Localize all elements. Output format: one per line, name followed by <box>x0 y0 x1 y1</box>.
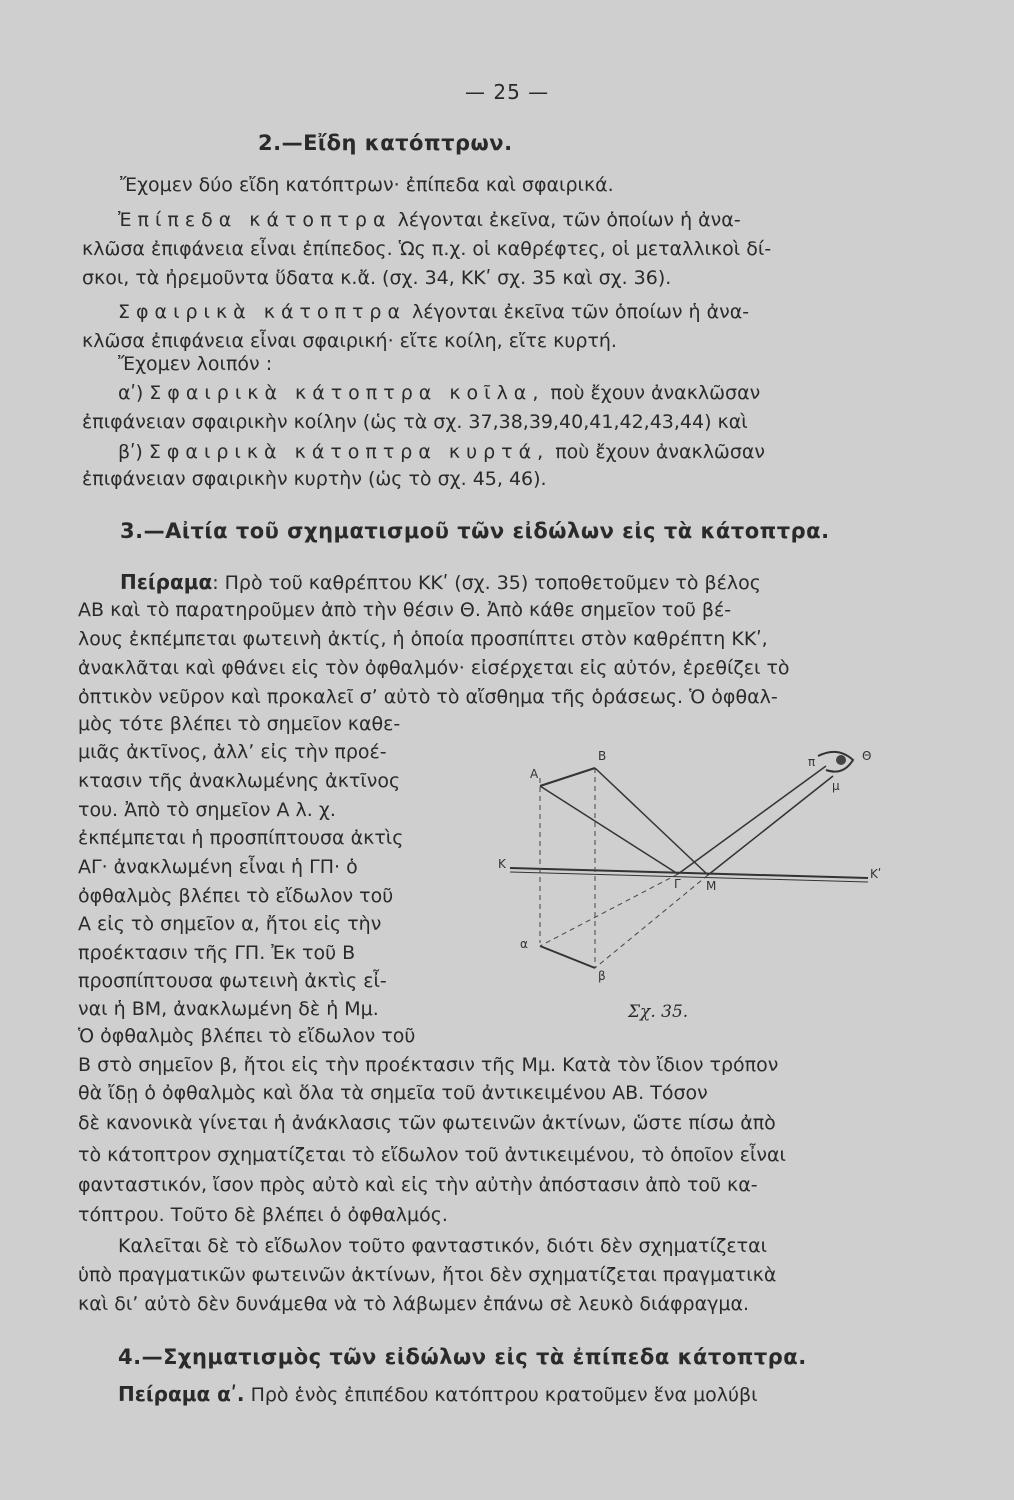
paragraph-line <box>118 381 760 405</box>
paragraph-line: προέκτασιν τῆς ΓΠ. Ἐκ τοῦ Β <box>78 942 356 964</box>
paragraph-line: προσπίπτουσα φωτεινὴ ἀκτὶς εἶ- <box>78 970 387 992</box>
paragraph-line: Καλεῖται δὲ τὸ εἴδωλον τοῦτο φανταστικόν, διότι δὲν σχηματίζεται <box>118 1235 768 1257</box>
paragraph-line: Ἔχομεν δύο εἴδη κατόπτρων· ἐπίπεδα καὶ σφαιρικά. <box>120 174 614 196</box>
label-G: Γ <box>674 877 681 891</box>
figure-caption: Σχ. 35. <box>628 1002 689 1022</box>
paragraph-line: ἐπιφάνειαν σφαιρικὴν κυρτὴν (ὡς τὸ σχ. 45, 46). <box>82 468 547 490</box>
section-2-heading: 2.—Εἴδη κατόπτρων. <box>258 131 513 155</box>
section-3-heading: 3.—Αἰτία τοῦ σχηματισμοῦ τῶν εἰδώλων εἰς τὰ κάτοπτρα. <box>120 519 830 543</box>
paragraph-line: σκοι, τὰ ἠρεμοῦντα ὕδατα κ.ἄ. (σχ. 34, ΚΚʹ σχ. 35 καὶ σχ. 36). <box>82 267 672 289</box>
term-convex-mirrors: Σφαιρικὰ κάτοπτρα κυρτά, <box>148 441 550 463</box>
reflected-ray-GP <box>678 766 826 874</box>
list-marker: βʹ) <box>118 441 143 463</box>
paragraph-line: κλῶσα ἐπιφάνεια εἶναι ἐπίπεδος. Ὡς π.χ. οἱ καθρέφτες, οἱ μεταλλικοὶ δί- <box>82 238 772 260</box>
paragraph-line <box>118 1382 758 1407</box>
paragraph-line: ὑπὸ πραγματικῶν φωτεινῶν ἀκτίνων, ἤτοι δὲν σχηματίζεται πραγματικὰ <box>78 1264 777 1286</box>
paragraph-line: ὀφθαλμὸς βλέπει τὸ εἴδωλον τοῦ <box>78 885 394 907</box>
paragraph-line: ἐκπέμπεται ἡ προσπίπτουσα ἀκτὶς <box>78 827 404 849</box>
label-Theta: Θ <box>862 749 872 763</box>
paragraph-line: καὶ διʼ αὐτὸ δὲν δυνάμεθα νὰ τὸ λάβωμεν ἐπάνω σὲ λευκὸ διάφραγμα. <box>78 1293 750 1315</box>
term-concave-mirrors: Σφαιρικὰ κάτοπτρα κοῖλα, <box>149 382 545 404</box>
experiment-label: Πείραμα <box>120 570 213 594</box>
paragraph-line: ἀνακλᾶται καὶ φθάνει εἰς τὸν ὀφθαλμόν· εἰσέρχεται εἰς αὐτόν, ἐρεθίζει τὸ <box>78 657 790 679</box>
paragraph-line: ἐπιφάνειαν σφαιρικὴν κοίλην (ὡς τὰ σχ. 37,38,39,40,41,42,43,44) καὶ <box>82 411 748 433</box>
page-number: — 25 — <box>465 80 550 104</box>
paragraph-line: Ὁ ὀφθαλμὸς βλέπει τὸ εἴδωλον τοῦ <box>78 1025 416 1047</box>
label-A: Α <box>530 767 539 781</box>
incident-ray-B <box>595 768 708 875</box>
extension-Mm <box>595 875 708 968</box>
section-4-heading: 4.—Σχηματισμὸς τῶν εἰδώλων εἰς τὰ ἐπίπεδα κάτοπτρα. <box>118 1345 807 1369</box>
text-span: λέγονται ἐκεῖνα τῶν ὁποίων ἡ ἀνα- <box>412 301 750 323</box>
text-span: Πρὸ ἑνὸς ἐπιπέδου κατόπτρου κρατοῦμεν ἕνα μολύβι <box>250 1384 758 1406</box>
extension-GP <box>540 874 678 946</box>
paragraph-line: λους ἐκπέμπεται φωτεινὴ ἀκτίς, ἡ ὁποία προσπίπτει στὸν καθρέπτη ΚΚʹ, <box>78 628 768 650</box>
term-plane-mirrors: Ἐπίπεδα κάτοπτρα <box>118 209 392 231</box>
paragraph-line: κλῶσα ἐπιφάνεια εἶναι σφαιρική· εἴτε κοίλη, εἴτε κυρτή. <box>82 330 617 352</box>
figure-35-diagram <box>498 738 918 988</box>
image-arrow <box>540 946 595 968</box>
paragraph-line: τόπτρου. Τοῦτο δὲ βλέπει ὁ ὀφθαλμός. <box>78 1204 448 1226</box>
paragraph-line: ΑΓ· ἀνακλωμένη εἶναι ἡ ΓΠ· ὁ <box>78 856 358 878</box>
paragraph-line <box>118 208 741 232</box>
paragraph-line: κτασιν τῆς ἀνακλωμένης ἀκτῖνος <box>78 770 401 792</box>
term-spherical-mirrors: Σφαιρικὰ κάτοπτρα <box>118 301 406 323</box>
paragraph-line: Β στὸ σημεῖον β, ἤτοι εἰς τὴν προέκτασιν τῆς Μμ. Κατὰ τὸν ἴδιον τρόπον <box>78 1054 779 1076</box>
experiment-label: Πείραμα αʹ. <box>118 1382 245 1406</box>
label-mu: μ <box>832 779 840 793</box>
label-K: Κ <box>498 857 506 871</box>
paragraph-line: ὀπτικὸν νεῦρον καὶ προκαλεῖ σʼ αὐτὸ τὸ αἴσθημα τῆς ὁράσεως. Ὁ ὀφθαλ- <box>78 686 778 708</box>
list-marker: αʹ) <box>118 382 144 404</box>
paragraph-line <box>118 440 765 464</box>
paragraph-line: θὰ ἴδῃ ὁ ὀφθαλμὸς καὶ ὅλα τὰ σημεῖα τοῦ ἀντικειμένου ΑΒ. Τόσον <box>78 1082 708 1104</box>
paragraph-line: δὲ κανονικὰ γίνεται ἡ ἀνάκλασις τῶν φωτεινῶν ἀκτίνων, ὥστε πίσω ἀπὸ <box>78 1112 776 1134</box>
paragraph-line: του. Ἀπὸ τὸ σημεῖον Α λ. χ. <box>78 799 336 821</box>
paragraph-line: Ἔχομεν λοιπόν : <box>118 353 273 375</box>
paragraph-line: φανταστικόν, ἴσον πρὸς αὐτὸ καὶ εἰς τὴν αὐτὴν ἀπόστασιν ἀπὸ τοῦ κα- <box>78 1174 758 1196</box>
label-M: Μ <box>706 879 717 893</box>
paragraph-line: Α εἰς τὸ σημεῖον α, ἤτοι εἰς τὴν <box>78 913 382 935</box>
paragraph-line: ναι ἡ ΒΜ, ἀνακλωμένη δὲ ἡ Μμ. <box>78 998 379 1020</box>
paragraph-line <box>118 300 749 324</box>
text-span: ποὺ ἔχουν ἀνακλῶσαν <box>550 382 761 404</box>
incident-ray-A <box>540 786 678 874</box>
label-B: Β <box>598 749 607 763</box>
label-P: π <box>808 755 816 769</box>
label-b: β <box>598 969 606 983</box>
text-span: λέγονται ἐκεῖνα, τῶν ὁποίων ἡ ἀνα- <box>397 209 741 231</box>
eye-pupil <box>836 755 846 765</box>
label-a: α <box>520 937 528 951</box>
paragraph-line: τὸ κάτοπτρον σχηματίζεται τὸ εἴδωλον τοῦ ἀντικειμένου, τὸ ὁποῖον εἶναι <box>78 1144 786 1166</box>
text-span: ποὺ ἔχουν ἀνακλῶσαν <box>555 441 766 463</box>
label-K-prime: Κʹ <box>870 867 882 881</box>
paragraph-line <box>120 570 761 595</box>
text-span: : Πρὸ τοῦ καθρέπτου ΚΚʹ (σχ. 35) τοποθετοῦμεν τὸ βέλος <box>212 572 761 594</box>
paragraph-line: μιᾶς ἀκτῖνος, ἀλλʼ εἰς τὴν προέ- <box>78 741 387 763</box>
reflected-ray-Mm <box>708 776 833 875</box>
paragraph-line: ΑΒ καὶ τὸ παρατηροῦμεν ἀπὸ τὴν θέσιν Θ. Ἀπὸ κάθε σημεῖον τοῦ βέ- <box>78 599 732 621</box>
paragraph-line: μὸς τότε βλέπει τὸ σημεῖον καθε- <box>78 713 401 735</box>
object-arrow <box>540 768 595 786</box>
